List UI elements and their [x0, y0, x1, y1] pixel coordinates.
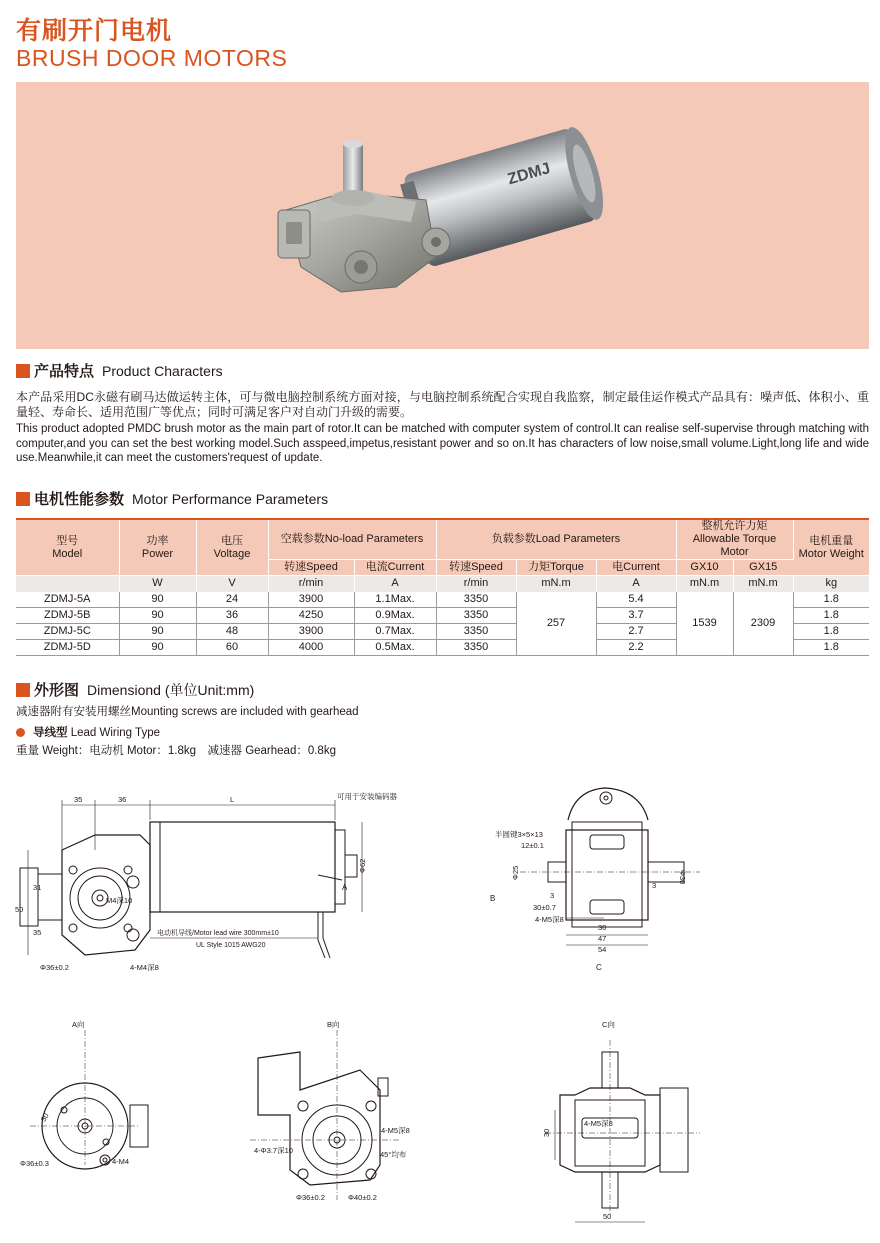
dim-label: 电动机导线/Motor lead wire 300mm±10	[157, 930, 279, 937]
dim-label: 12±0.1	[521, 841, 544, 850]
header-gx10: GX10	[676, 560, 733, 576]
header-current-load: 电Current	[596, 560, 676, 576]
header-current-noload: 电流Current	[354, 560, 436, 576]
dim-label: 4-M5深8	[584, 1119, 613, 1128]
cell-load-speed: 3350	[436, 624, 516, 640]
cell-current: 0.5Max.	[354, 640, 436, 656]
characters-title-cn: 产品特点	[34, 363, 95, 380]
dimensions-title-cn: 外形图	[34, 682, 80, 699]
dim-label: 31	[33, 883, 42, 892]
a-view-drawing	[20, 1019, 148, 1169]
dim-label: M4深10	[106, 896, 133, 905]
dim-label: 30	[542, 1128, 551, 1137]
dim-label: 35	[74, 795, 83, 804]
header-gx15: GX15	[733, 560, 793, 576]
header-speed-load: 转速Speed	[436, 560, 516, 576]
dim-label: 45°均布	[380, 1150, 407, 1159]
dimensions-title-en: Dimensiond (单位Unit:mm)	[87, 681, 255, 698]
cell-model: ZDMJ-5D	[16, 640, 119, 656]
dim-label: 54	[598, 945, 607, 954]
header-noload: 空载参数No-load Parameters	[268, 519, 436, 560]
cell-gx15: 2309	[733, 592, 793, 656]
unit-cell: mN.m	[733, 576, 793, 592]
dim-label: C	[596, 963, 602, 972]
cell-load-speed: 3350	[436, 592, 516, 608]
dim-label: 50	[15, 905, 24, 914]
cell-weight: 1.8	[793, 640, 869, 656]
cell-model: ZDMJ-5B	[16, 608, 119, 624]
header-torque-load: 力矩Torque	[516, 560, 596, 576]
cell-power: 90	[119, 640, 196, 656]
dim-label: Φ36±0.3	[20, 1159, 49, 1168]
dim-label: Φ30	[678, 870, 687, 885]
dim-label: A	[342, 883, 348, 892]
unit-cell: W	[119, 576, 196, 592]
unit-cell: r/min	[268, 576, 354, 592]
cell-load-speed: 3350	[436, 608, 516, 624]
header-model: 型号 Model	[16, 519, 119, 576]
dim-label: Φ62	[358, 858, 367, 873]
cell-model: ZDMJ-5C	[16, 624, 119, 640]
cell-gx10: 1539	[676, 592, 733, 656]
dim-label: 30	[38, 1111, 51, 1124]
unit-cell: mN.m	[676, 576, 733, 592]
dim-label: 30±0.7	[533, 903, 556, 912]
c-view-drawing	[542, 1019, 700, 1222]
header-speed-noload: 转速Speed	[268, 560, 354, 576]
dim-label: Φ36±0.2	[296, 1193, 325, 1202]
cell-load-current: 2.2	[596, 640, 676, 656]
cell-weight: 1.8	[793, 608, 869, 624]
side-view-drawing	[15, 791, 397, 972]
cell-load-current: 5.4	[596, 592, 676, 608]
dim-label: A向	[72, 1020, 85, 1029]
cell-model: ZDMJ-5A	[16, 592, 119, 608]
cell-voltage: 48	[196, 624, 268, 640]
cell-load-speed: 3350	[436, 640, 516, 656]
dim-label: 47	[598, 934, 607, 943]
dim-label: 4-Φ3.7深10	[254, 1146, 293, 1155]
characters-text-cn: 本产品采用DC永磁有刷马达做运转主体，可与微电脑控制系统方面对接，与电脑控制系统配合实现自我监察，制定最佳运作模式产品具有：噪声低、体积小、重量轻、寿命长、适用范围广等优点；同时可满足客户对自动门升级的需要。	[16, 390, 869, 419]
cell-voltage: 36	[196, 608, 268, 624]
header-torque: 整机允许力矩 Allowable Torque Motor	[676, 519, 793, 560]
performance-title-en: Motor Performance Parameters	[132, 490, 329, 507]
dim-label: Φ36±0.2	[40, 963, 69, 972]
cell-weight: 1.8	[793, 592, 869, 608]
header-power: 功率 Power	[119, 519, 196, 576]
dim-label: 4-M5深8	[381, 1126, 410, 1135]
characters-title-en: Product Characters	[102, 362, 223, 379]
dim-label: 30	[598, 923, 607, 932]
dim-label: B	[490, 894, 496, 903]
unit-cell: kg	[793, 576, 869, 592]
cell-speed: 3900	[268, 624, 354, 640]
dim-label: 4-M4深8	[130, 963, 159, 972]
cell-voltage: 60	[196, 640, 268, 656]
page-title-cn: 有刷开门电机	[16, 17, 173, 45]
dim-label: Φ25	[511, 865, 520, 880]
dim-label: UL Style 1015 AWG20	[196, 942, 266, 949]
cell-speed: 4000	[268, 640, 354, 656]
header-load: 负载参数Load Parameters	[436, 519, 676, 560]
cell-load-current: 3.7	[596, 608, 676, 624]
motor-label: ZDMJ	[505, 160, 553, 189]
dim-label: 半圆键3×5×13	[495, 830, 543, 839]
unit-cell: r/min	[436, 576, 516, 592]
unit-cell: V	[196, 576, 268, 592]
mounting-note: 减速器附有安装用螺丝Mounting screws are included with gearhead	[16, 706, 359, 718]
unit-cell: A	[354, 576, 436, 592]
cell-current: 0.9Max.	[354, 608, 436, 624]
cell-weight: 1.8	[793, 624, 869, 640]
cell-power: 90	[119, 592, 196, 608]
dim-label: 4-M4	[112, 1157, 130, 1166]
type-cn: 导线型	[33, 727, 68, 739]
dim-label: 可用于安装编码器	[337, 792, 397, 801]
cell-speed: 4250	[268, 608, 354, 624]
header-voltage: 电压 Voltage	[196, 519, 268, 576]
front-view-drawing	[490, 788, 700, 972]
dim-label: 3	[652, 881, 657, 890]
cell-load-current: 2.7	[596, 624, 676, 640]
characters-text-en: This product adopted PMDC brush motor as the main part of rotor.It can be matched with computer system of control.It can realise self-supervise through matching with computer,and you can set the best working model.Such asspeed,impetus,resistant power and so on.It has characters of low noise,small volume.Light,long life and wide use.Meanwhile,it can meet the customers'request of update.	[16, 423, 869, 464]
dim-label: C向	[602, 1020, 615, 1029]
header-weight: 电机重量 Motor Weight	[793, 519, 869, 576]
dim-label: B向	[327, 1020, 340, 1029]
weight-line: 重量 Weight：电动机 Motor：1.8kg 减速器 Gearhead：0.8kg	[16, 745, 336, 757]
cell-current: 0.7Max.	[354, 624, 436, 640]
dim-label: Φ40±0.2	[348, 1193, 377, 1202]
cell-speed: 3900	[268, 592, 354, 608]
type-en: Lead Wiring Type	[70, 727, 160, 739]
performance-title-cn: 电机性能参数	[34, 491, 125, 508]
cell-power: 90	[119, 624, 196, 640]
cell-load-torque: 257	[516, 592, 596, 656]
unit-cell: mN.m	[516, 576, 596, 592]
dim-label: 36	[118, 795, 127, 804]
cell-current: 1.1Max.	[354, 592, 436, 608]
page-title-en: BRUSH DOOR MOTORS	[16, 45, 288, 71]
dim-label: 3	[550, 891, 555, 900]
dim-label: 4-M5深8	[535, 915, 564, 924]
dim-label: 35	[33, 928, 42, 937]
dim-label: 50	[603, 1212, 612, 1221]
cell-power: 90	[119, 608, 196, 624]
b-view-drawing	[250, 1019, 410, 1202]
cell-voltage: 24	[196, 592, 268, 608]
dim-label: L	[230, 795, 235, 804]
unit-cell: A	[596, 576, 676, 592]
